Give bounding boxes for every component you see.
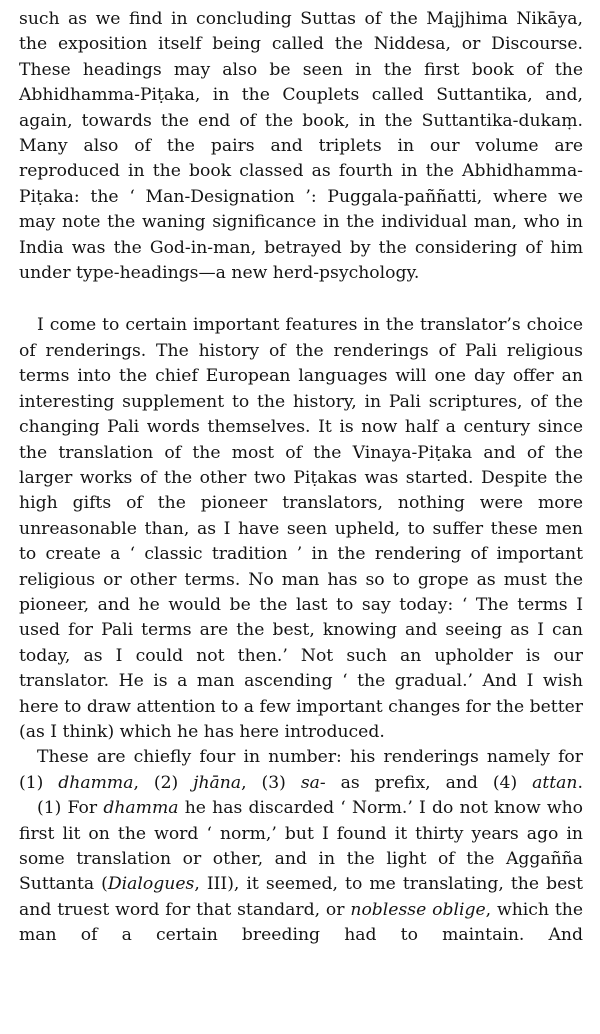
text-run: , (2) — [133, 772, 194, 793]
text-run: These are chiefly four in number: his renderings namely for (1) — [19, 747, 583, 793]
text-run: , (3) — [241, 772, 301, 793]
text-run: he has discarded ‘ Norm.’ I do not know who first lit on the word ‘ norm,’ but I found it thirty years ago in some translation or other, and in the light of the Aggañña Suttanta ( — [19, 798, 583, 895]
paragraph-gap — [19, 286, 583, 313]
paragraph-4 — [19, 796, 583, 948]
text-run: (1) For — [37, 798, 104, 819]
text-run: as prefix, and (4) — [325, 772, 533, 793]
italic-term: jhāna — [193, 772, 242, 793]
page-text — [19, 7, 583, 949]
text-run: . — [577, 772, 583, 793]
text-run: , III), it seemed, to me translating, the best and truest word for that standard, or — [19, 874, 583, 920]
italic-term: noblesse oblige — [350, 899, 486, 920]
paragraph-3 — [19, 745, 583, 796]
italic-term: sa- — [300, 772, 326, 793]
italic-term: attan — [532, 772, 578, 793]
paragraph-2: I come to certain important features in the translator’s choice of renderings. The history of the renderings of Pali religious terms into the chief European languages will one day offer an interesting supplement to the history, in Pali scriptures, of the changing Pali words themselves. It is now half a century since the translation of the most of the Vinaya-Piṭaka and of the larger works of the other two Piṭakas was started. Despite the high gifts of the pioneer translators, nothing were more unreasonable than, as I have seen upheld, to suffer these men to create a ‘ classic tradition ’ in the rendering of important religious or other terms. No man has so to grope as must the pioneer, and he would be the last to say today: ‘ The terms I used for Pali terms are the best, knowing and seeing as I can today, as I could not then.’ Not such an upholder is our translator. He is a man ascending ‘ the gradual.’ And I wish here to draw attention to a few important changes for the better (as I think) which he has here introduced. — [19, 315, 583, 742]
paragraph-1: such as we find in concluding Suttas of the Majjhima Nikāya, the exposition itself being called the Niddesa, or Discourse. These headings may also be seen in the first book of the Abhidhamma-Piṭaka, in the Couplets called Suttantika, and, again, towards the end of the book, in the Suttantika-dukaṃ. Many also of the pairs and triplets in our volume are reproduced in the book classed as fourth in the Abhidhamma-Piṭaka: the ‘ Man-Designation ’: Puggala-paññatti, where we may note the waning significance in the individual man, who in India was the God-in-man, betrayed by the considering of him under type-headings—a new herd-psychology. — [19, 9, 583, 284]
italic-term: dhamma — [58, 772, 134, 793]
italic-term: dhamma — [103, 798, 179, 819]
text-run: , which the man of a certain breeding had to maintain. And — [19, 899, 583, 946]
italic-title: Dialogues — [107, 874, 195, 895]
